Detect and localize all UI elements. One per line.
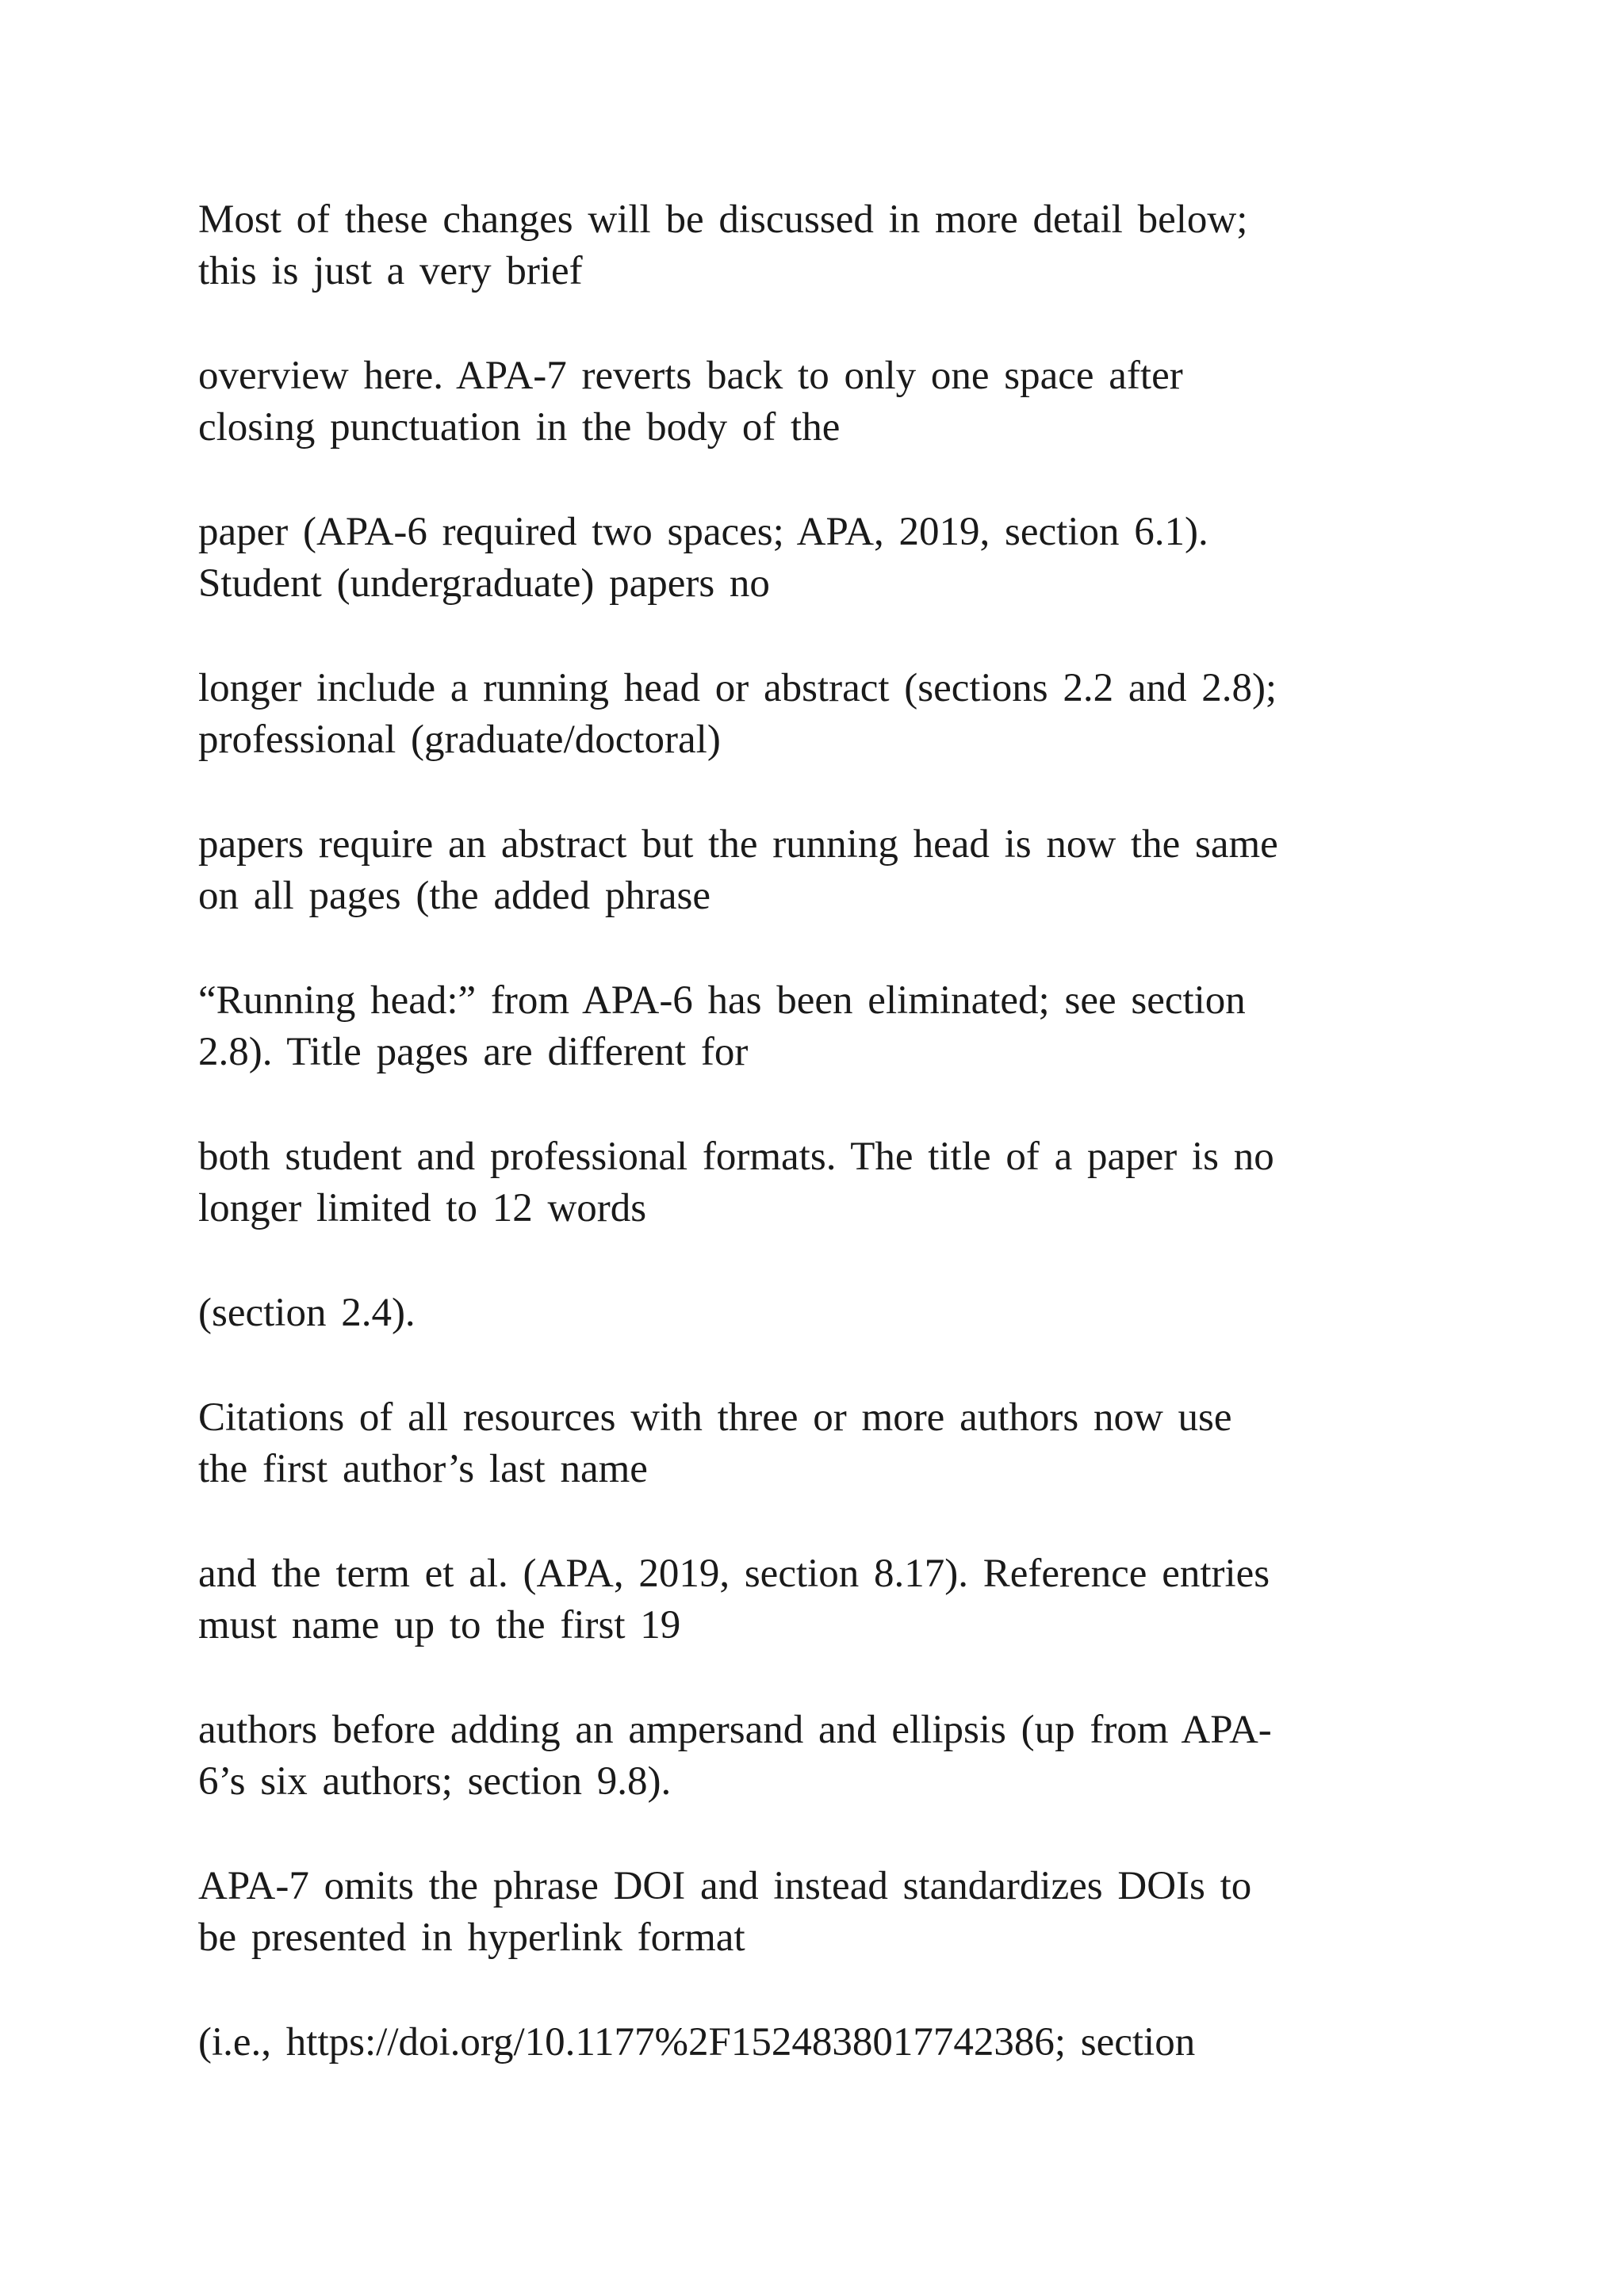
text-line: professional (graduate/doctoral) bbox=[198, 718, 721, 762]
paragraph bbox=[198, 350, 1435, 453]
text-line: the first author’s last name bbox=[198, 1447, 648, 1491]
text-line: Most of these changes will be discussed in more detail below; bbox=[198, 197, 1248, 242]
paragraph bbox=[198, 1705, 1435, 1808]
text-line: longer include a running head or abstract (sections 2.2 and 2.8); bbox=[198, 666, 1277, 710]
text-line: paper (APA-6 required two spaces; APA, 2019, section 6.1). bbox=[198, 510, 1208, 554]
paragraph bbox=[198, 663, 1435, 766]
paragraph bbox=[198, 1131, 1435, 1234]
body-text bbox=[198, 194, 1435, 2122]
text-line: closing punctuation in the body of the bbox=[198, 405, 841, 450]
paragraph bbox=[198, 1861, 1435, 1964]
text-line: this is just a very brief bbox=[198, 249, 583, 293]
paragraph bbox=[198, 1288, 1435, 1339]
paragraph bbox=[198, 2017, 1435, 2068]
text-line: be presented in hyperlink format bbox=[198, 1915, 745, 1960]
text-line: and the term et al. (APA, 2019, section 8.17). Reference entries bbox=[198, 1552, 1270, 1596]
text-line: 2.8). Title pages are different for bbox=[198, 1030, 749, 1074]
text-line: overview here. APA-7 reverts back to only one space after bbox=[198, 354, 1183, 398]
paragraph bbox=[198, 975, 1435, 1078]
text-line: (i.e., https://doi.org/10.1177%2F1524838017742386; section bbox=[198, 2020, 1196, 2064]
text-line: Citations of all resources with three or more authors now use bbox=[198, 1395, 1232, 1440]
text-line: must name up to the first 19 bbox=[198, 1603, 681, 1647]
text-line: authors before adding an ampersand and ellipsis (up from APA- bbox=[198, 1708, 1272, 1752]
text-line: “Running head:” from APA-6 has been eliminated; see section bbox=[198, 978, 1246, 1023]
text-line: Student (undergraduate) papers no bbox=[198, 561, 770, 606]
text-line: (section 2.4). bbox=[198, 1291, 416, 1335]
text-line: 6’s six authors; section 9.8). bbox=[198, 1759, 672, 1804]
paragraph bbox=[198, 507, 1435, 610]
text-line: APA-7 omits the phrase DOI and instead standardizes DOIs to bbox=[198, 1864, 1252, 1908]
text-line: papers require an abstract but the running head is now the same bbox=[198, 822, 1278, 867]
paragraph bbox=[198, 194, 1435, 297]
paragraph bbox=[198, 1548, 1435, 1651]
text-line: both student and professional formats. The title of a paper is no bbox=[198, 1135, 1274, 1179]
text-line: on all pages (the added phrase bbox=[198, 874, 711, 918]
paragraph bbox=[198, 819, 1435, 922]
paragraph bbox=[198, 1392, 1435, 1495]
text-line: longer limited to 12 words bbox=[198, 1186, 647, 1230]
